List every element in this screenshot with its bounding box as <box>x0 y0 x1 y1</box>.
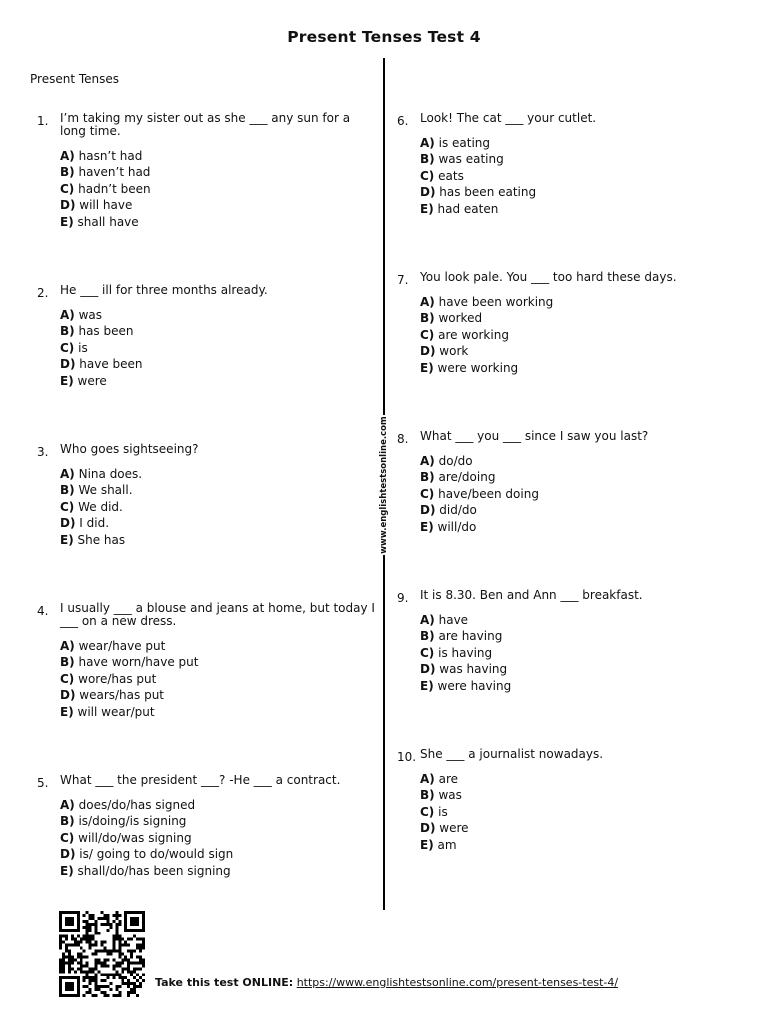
option-text: are working <box>438 327 509 342</box>
answer-option[interactable] <box>420 771 469 787</box>
option-text: will/do/was signing <box>78 830 192 845</box>
question-text: She ___ a journalist nowadays. <box>420 747 604 761</box>
option-text: We did. <box>78 499 123 514</box>
answer-option[interactable] <box>60 813 233 829</box>
answer-option[interactable] <box>60 671 198 687</box>
option-text: Nina does. <box>78 467 143 481</box>
option-text: was <box>438 788 462 803</box>
question-text: What ___ you ___ since I saw you last? <box>420 429 649 443</box>
answer-option[interactable] <box>420 519 539 535</box>
option-letter: B) <box>420 629 435 644</box>
answer-options <box>420 135 536 217</box>
question-text: Look! The cat ___ your cutlet. <box>420 111 597 125</box>
option-text: hadn’t been <box>78 181 151 196</box>
option-text: wore/has put <box>78 671 157 686</box>
question-number: 5. <box>37 776 49 790</box>
answer-option[interactable] <box>420 628 511 644</box>
answer-option[interactable] <box>60 515 142 531</box>
answer-option[interactable] <box>420 837 469 853</box>
answer-options <box>60 307 143 389</box>
option-letter: A) <box>60 149 75 163</box>
option-text: will/do <box>437 519 477 534</box>
option-letter: D) <box>420 344 436 359</box>
answer-option[interactable] <box>60 466 142 482</box>
option-text: have been working <box>438 295 554 309</box>
answer-option[interactable] <box>60 373 143 389</box>
option-text: have been <box>79 357 143 372</box>
question-number: 4. <box>37 604 49 618</box>
option-text: were having <box>437 678 512 693</box>
answer-option[interactable] <box>60 797 233 813</box>
answer-option[interactable] <box>60 340 143 356</box>
option-letter: E) <box>420 360 434 375</box>
question-text: I’m taking my sister out as she ___ any sun for a long time. <box>60 111 351 138</box>
option-letter: D) <box>60 847 76 862</box>
option-letter: B) <box>60 814 75 829</box>
question-text: It is 8.30. Ben and Ann ___ breakfast. <box>420 588 643 602</box>
answer-option[interactable] <box>60 197 151 213</box>
answer-option[interactable] <box>60 846 233 862</box>
option-text: I did. <box>79 516 110 531</box>
answer-option[interactable] <box>420 294 553 310</box>
footer-cta: Take this test ONLINE: <box>155 976 294 989</box>
option-letter: A) <box>60 467 75 481</box>
option-text: haven’t had <box>78 165 151 180</box>
question-number: 9. <box>397 591 409 605</box>
option-letter: E) <box>60 704 74 719</box>
option-letter: B) <box>420 152 435 167</box>
option-letter: C) <box>60 499 75 514</box>
option-text: have <box>438 613 469 627</box>
option-text: wears/has put <box>79 688 165 703</box>
option-letter: D) <box>420 821 436 836</box>
option-text: are <box>438 772 459 786</box>
option-text: is <box>438 804 448 819</box>
page-title: Present Tenses Test 4 <box>287 28 481 46</box>
option-text: shall/do/has been signing <box>77 863 231 878</box>
option-letter: C) <box>420 327 435 342</box>
answer-option[interactable] <box>420 201 536 217</box>
answer-option[interactable] <box>60 164 151 180</box>
option-letter: D) <box>420 503 436 518</box>
option-letter: B) <box>60 655 75 670</box>
option-letter: D) <box>60 688 76 703</box>
answer-option[interactable] <box>60 323 143 339</box>
question-number: 2. <box>37 286 49 300</box>
option-text: shall have <box>77 214 139 229</box>
answer-option[interactable] <box>60 704 198 720</box>
answer-option[interactable] <box>60 356 143 372</box>
website-watermark: www.englishtestsonline.com <box>379 416 389 554</box>
option-letter: B) <box>420 311 435 326</box>
question-text: He ___ ill for three months already. <box>60 283 268 297</box>
option-text: hasn’t had <box>78 149 143 163</box>
option-letter: C) <box>60 671 75 686</box>
question-number: 10. <box>397 750 417 764</box>
section-label: Present Tenses <box>30 72 120 86</box>
option-letter: E) <box>420 837 434 852</box>
answer-option[interactable] <box>60 863 233 879</box>
answer-options <box>420 771 469 853</box>
option-text: wear/have put <box>78 639 166 653</box>
option-letter: A) <box>420 613 435 627</box>
answer-option[interactable] <box>60 148 151 164</box>
answer-option[interactable] <box>420 343 553 359</box>
answer-option[interactable] <box>60 687 198 703</box>
option-letter: D) <box>60 198 76 213</box>
qr-code-icon[interactable] <box>57 911 147 997</box>
option-letter: D) <box>420 662 436 677</box>
option-text: is/ going to do/would sign <box>79 847 234 862</box>
answer-option[interactable] <box>420 645 511 661</box>
option-text: is <box>78 340 88 355</box>
question-number: 1. <box>37 114 49 128</box>
option-letter: E) <box>60 214 74 229</box>
question-text: What ___ the president ___? -He ___ a contract. <box>60 773 341 787</box>
option-letter: D) <box>420 185 436 200</box>
option-text: were <box>77 373 107 388</box>
option-letter: A) <box>420 136 435 150</box>
option-letter: C) <box>420 486 435 501</box>
option-text: was eating <box>438 152 504 167</box>
answer-option[interactable] <box>420 327 553 343</box>
option-letter: A) <box>420 295 435 309</box>
option-text: did/do <box>439 503 477 518</box>
answer-option[interactable] <box>420 820 469 836</box>
answer-option[interactable] <box>60 830 233 846</box>
option-letter: C) <box>60 340 75 355</box>
option-text: am <box>437 837 457 852</box>
option-text: does/do/has signed <box>78 798 196 812</box>
option-text: have worn/have put <box>78 655 199 670</box>
option-letter: B) <box>420 788 435 803</box>
answer-options <box>60 466 142 548</box>
test-online-link[interactable]: https://www.englishtestsonline.com/present-tenses-test-4/ <box>296 976 619 989</box>
question-number: 6. <box>397 114 409 128</box>
answer-options <box>60 638 198 720</box>
answer-option[interactable] <box>420 804 469 820</box>
answer-option[interactable] <box>420 168 536 184</box>
option-text: are having <box>438 629 503 644</box>
answer-option[interactable] <box>420 661 511 677</box>
question-text: I usually ___ a blouse and jeans at home, but today I ___ on a new dress. <box>60 601 375 628</box>
option-letter: A) <box>60 798 75 812</box>
option-letter: A) <box>420 772 435 786</box>
option-letter: D) <box>60 516 76 531</box>
option-text: will have <box>79 198 133 213</box>
question-number: 7. <box>397 273 409 287</box>
answer-option[interactable] <box>420 787 469 803</box>
option-letter: B) <box>420 470 435 485</box>
answer-option[interactable] <box>420 469 539 485</box>
answer-options <box>420 612 511 694</box>
answer-option[interactable] <box>60 654 198 670</box>
option-text: is having <box>438 645 493 660</box>
option-text: work <box>439 344 469 359</box>
option-letter: A) <box>60 308 75 322</box>
answer-option[interactable] <box>420 453 539 469</box>
question-text: You look pale. You ___ too hard these days. <box>420 270 677 284</box>
option-text: eats <box>438 168 464 183</box>
answer-option[interactable] <box>60 307 143 323</box>
answer-option[interactable] <box>60 482 142 498</box>
option-text: has been eating <box>439 185 537 200</box>
footer <box>155 976 618 989</box>
option-letter: E) <box>420 201 434 216</box>
option-text: are/doing <box>438 470 496 485</box>
option-letter: A) <box>60 639 75 653</box>
option-text: We shall. <box>78 483 133 498</box>
question-number: 8. <box>397 432 409 446</box>
answer-options <box>60 797 233 879</box>
option-letter: C) <box>420 168 435 183</box>
option-text: She has <box>77 532 126 547</box>
option-text: is eating <box>438 136 491 150</box>
option-letter: E) <box>60 532 74 547</box>
answer-option[interactable] <box>60 181 151 197</box>
option-letter: E) <box>60 863 74 878</box>
option-text: had eaten <box>437 201 499 216</box>
option-text: was <box>78 308 103 322</box>
option-letter: E) <box>60 373 74 388</box>
option-text: is/doing/is signing <box>78 814 187 829</box>
option-letter: B) <box>60 483 75 498</box>
option-letter: C) <box>420 804 435 819</box>
question-number: 3. <box>37 445 49 459</box>
answer-option[interactable] <box>60 499 142 515</box>
option-letter: E) <box>420 519 434 534</box>
answer-option[interactable] <box>420 612 511 628</box>
option-letter: E) <box>420 678 434 693</box>
answer-option[interactable] <box>420 310 553 326</box>
answer-option[interactable] <box>420 678 511 694</box>
option-text: was having <box>439 662 508 677</box>
answer-option[interactable] <box>420 360 553 376</box>
option-text: has been <box>78 324 134 339</box>
answer-option[interactable] <box>420 135 536 151</box>
option-letter: B) <box>60 165 75 180</box>
answer-option[interactable] <box>420 151 536 167</box>
option-text: were <box>439 821 469 836</box>
answer-option[interactable] <box>420 486 539 502</box>
option-text: have/been doing <box>438 486 539 501</box>
option-letter: D) <box>60 357 76 372</box>
answer-option[interactable] <box>420 184 536 200</box>
answer-option[interactable] <box>60 638 198 654</box>
option-letter: A) <box>420 454 435 468</box>
answer-option[interactable] <box>60 214 151 230</box>
option-text: worked <box>438 311 483 326</box>
option-letter: C) <box>60 181 75 196</box>
answer-options <box>420 453 539 535</box>
option-text: were working <box>437 360 519 375</box>
option-text: do/do <box>438 454 473 468</box>
question-text: Who goes sightseeing? <box>60 442 199 456</box>
answer-option[interactable] <box>420 502 539 518</box>
option-letter: C) <box>420 645 435 660</box>
option-text: will wear/put <box>77 704 155 719</box>
answer-options <box>420 294 553 376</box>
option-letter: B) <box>60 324 75 339</box>
answer-option[interactable] <box>60 532 142 548</box>
option-letter: C) <box>60 830 75 845</box>
answer-options <box>60 148 151 230</box>
